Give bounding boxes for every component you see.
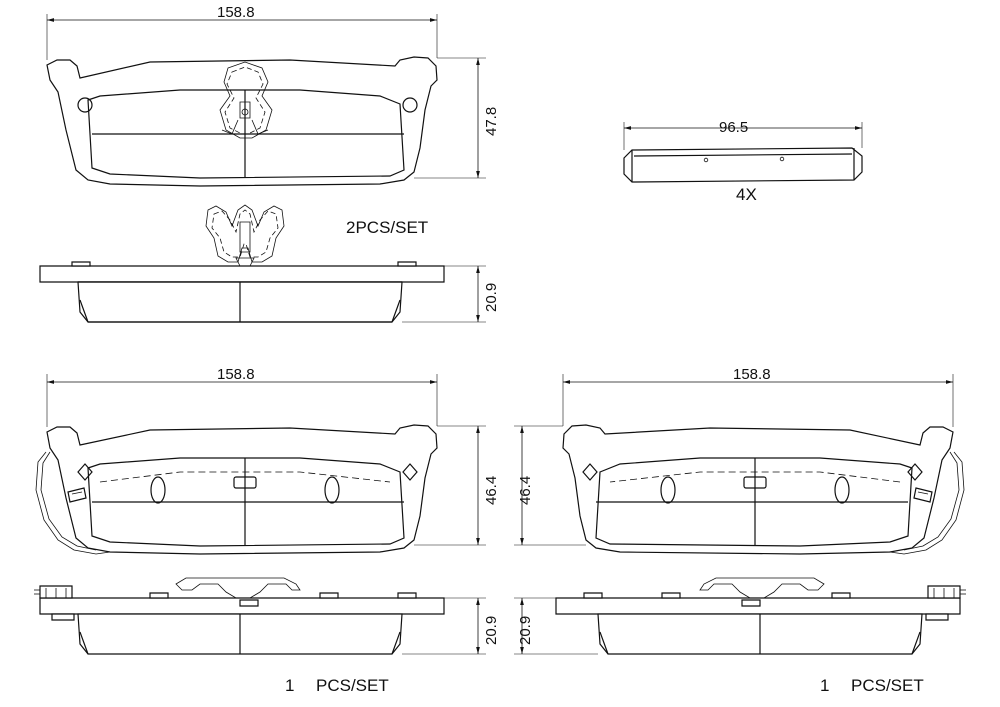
note-shim-qty: 4X [736,185,757,204]
clip-view [206,205,284,266]
dim-label-top-pad-thickness: 20.9 [483,282,500,312]
dim-label-top-pad-width: 158.8 [217,4,255,21]
top-pad-side-view [40,262,444,322]
note-right-pad-set: PCS/SET [851,676,924,695]
dim-label-right-pad-width: 158.8 [733,366,771,383]
note-left-pad-set: PCS/SET [316,676,389,695]
dim-label-left-pad-width: 158.8 [217,366,255,383]
dim-label-left-pad-height: 46.4 [483,475,500,505]
dim-label-right-pad-thickness: 20.9 [517,615,534,645]
dim-label-shim-width: 96.5 [719,119,749,136]
note-clip-qty: 2PCS/SET [346,218,429,237]
dim-label-top-pad-height: 47.8 [483,106,500,136]
note-left-pad-qty: 1 [285,676,295,695]
top-pad-front-view [47,57,437,186]
dim-label-right-pad-height: 46.4 [517,475,534,505]
note-right-pad-qty: 1 [820,676,830,695]
left-pad-front-view [36,425,437,554]
right-pad-side-view [556,578,966,654]
left-pad-side-view [34,578,444,654]
right-pad-front-view [563,425,964,554]
shim-view [624,148,862,182]
dim-label-left-pad-thickness: 20.9 [483,615,500,645]
